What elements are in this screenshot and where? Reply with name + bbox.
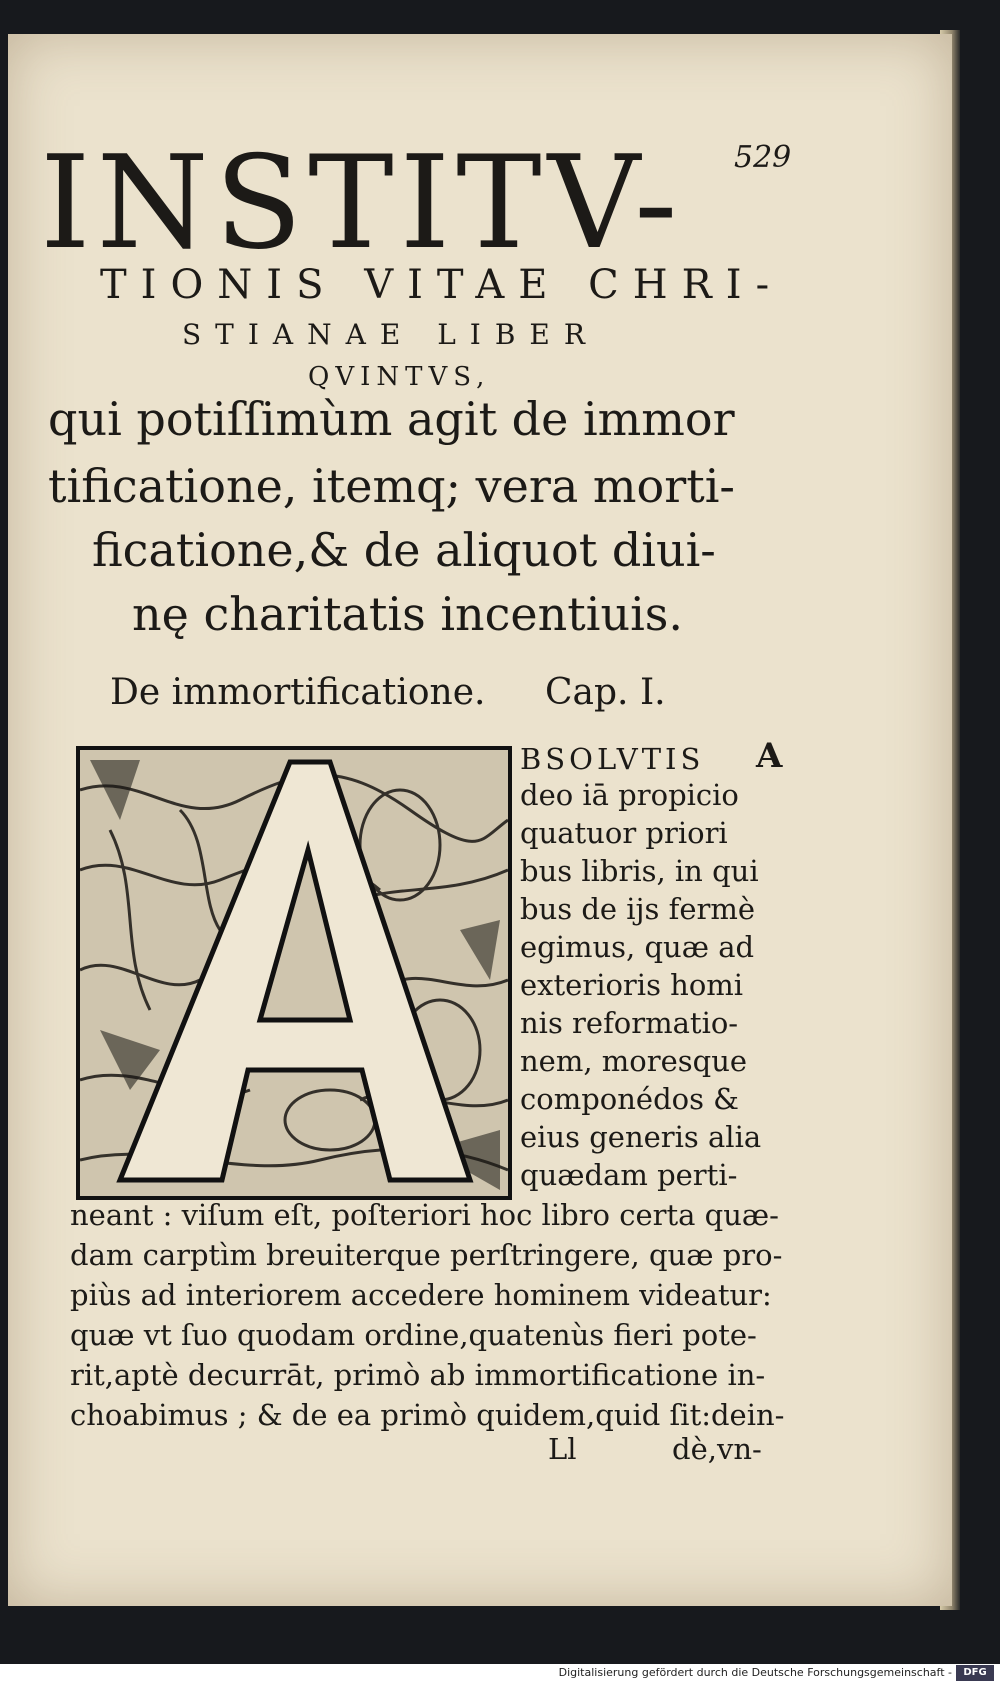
column-line: deo iā propicio xyxy=(520,778,739,812)
footer-credit: Digitalisierung gefördert durch die Deutsche Forschungsgemeinschaft - xyxy=(558,1666,952,1679)
column-line: bus de iјs fermè xyxy=(520,892,756,926)
body-line: dam carptìm breuiterque perſtringere, quæ pro- xyxy=(70,1238,783,1272)
title-line-4: QVINTVS, xyxy=(308,362,491,392)
column-line: exterioris homi xyxy=(520,968,744,1002)
footer-bar xyxy=(0,1664,1000,1682)
body-line: rit,aptè decurrāt, primò ab immortificatione in- xyxy=(70,1358,766,1392)
page-number: 529 xyxy=(734,140,792,175)
subtitle-line: nę charitatis incentiuis. xyxy=(132,587,684,641)
column-line: nem, moresque xyxy=(520,1044,748,1078)
column-line: BSOLVTIS xyxy=(520,742,705,776)
column-line: eius generis alia xyxy=(520,1120,762,1154)
dfg-logo-icon: DFG xyxy=(956,1665,994,1681)
woodcut-initial-a-icon xyxy=(80,750,508,1196)
chapter-number: Cap. I. xyxy=(545,672,666,713)
column-line: egimus, quæ ad xyxy=(520,930,755,964)
chapter-heading: De immortificatione. xyxy=(110,672,486,713)
margin-letter: A xyxy=(756,736,783,776)
body-line: piùs ad interiorem accedere hominem videatur: xyxy=(70,1278,772,1312)
column-line: quatuor priori xyxy=(520,816,728,850)
catchword: dè,vn- xyxy=(672,1432,762,1466)
title-line-2: TIONIS VITAE CHRI- xyxy=(100,262,784,308)
column-line: bus libris, in qui xyxy=(520,854,759,888)
subtitle-line: qui potiſſimùm agit de immor xyxy=(48,392,735,446)
subtitle-line: ficatione,& de aliquot diui- xyxy=(92,523,716,577)
column-line: componédos & xyxy=(520,1082,740,1116)
signature-mark: Ll xyxy=(548,1432,577,1466)
body-line: quæ vt ſuo quodam ordine,quatenùs fieri pote- xyxy=(70,1318,757,1352)
subtitle-line: tificatione, itemq; vera morti- xyxy=(48,459,735,513)
woodcut-initial-a xyxy=(76,746,512,1200)
column-line: nis reformatio- xyxy=(520,1006,739,1040)
body-line: neant : viſum eſt, poſteriori hoc libro certa quæ- xyxy=(70,1198,779,1232)
title-line-1: INSTITV- xyxy=(40,129,684,278)
body-line: choabimus ; & de ea primò quidem,quid ſit:dein- xyxy=(70,1398,785,1432)
column-line: quædam perti- xyxy=(520,1158,738,1192)
title-line-3: STIANAE LIBER xyxy=(182,318,599,351)
